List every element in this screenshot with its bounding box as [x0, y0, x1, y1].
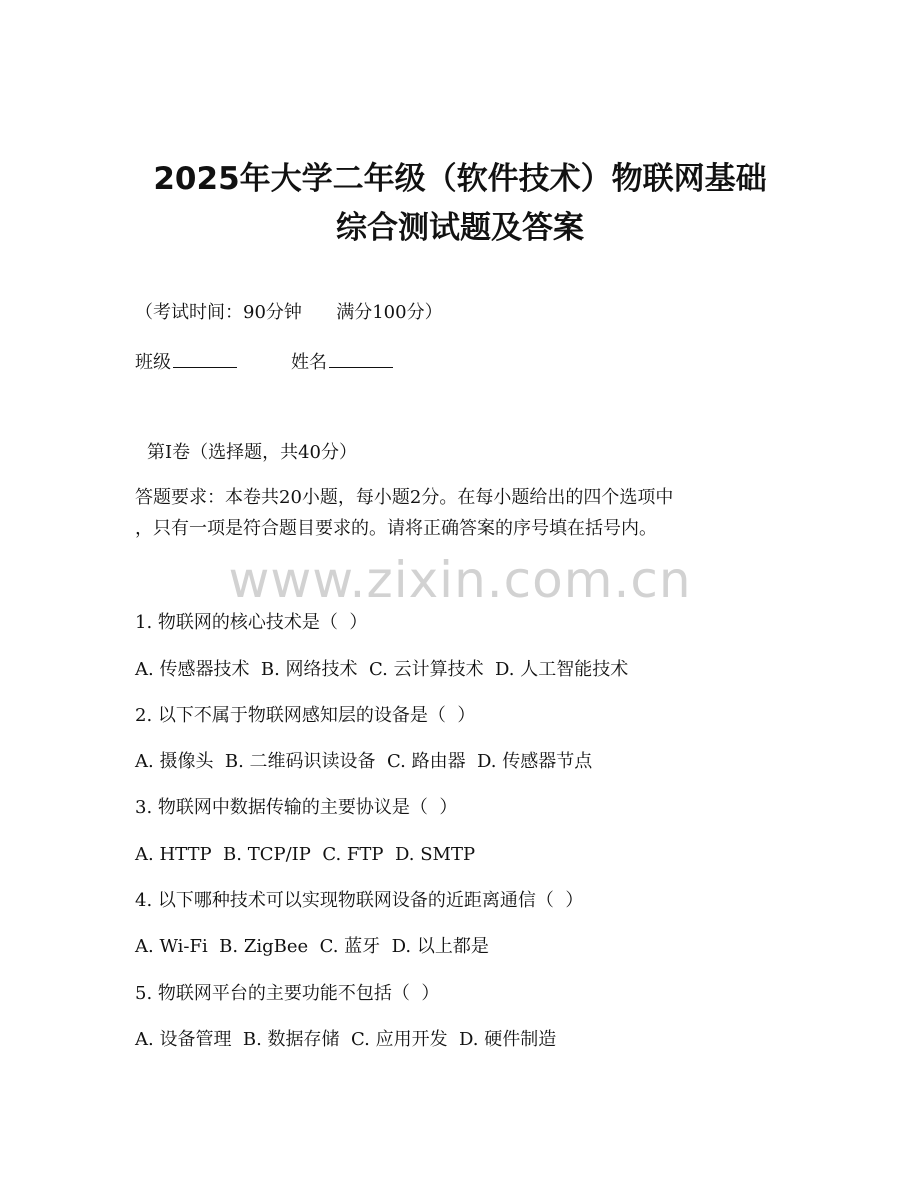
instructions-line-1: 答题要求：本卷共20小题，每小题2分。在每小题给出的四个选项中 — [135, 487, 674, 508]
question-2-options: A. 摄像头 B. 二维码识读设备 C. 路由器 D. 传感器节点 — [135, 751, 593, 772]
document-title-line-1: 2025年大学二年级（软件技术）物联网基础 — [153, 161, 767, 197]
question-4-options: A. Wi-Fi B. ZigBee C. 蓝牙 D. 以上都是 — [135, 936, 489, 957]
question-5-stem: 5. 物联网平台的主要功能不包括（ ） — [135, 983, 440, 1004]
section-title: 第I卷（选择题，共40分） — [147, 442, 358, 463]
question-1-stem: 1. 物联网的核心技术是（ ） — [135, 612, 368, 633]
name-label: 姓名 — [291, 352, 327, 373]
question-3-stem: 3. 物联网中数据传输的主要协议是（ ） — [135, 797, 458, 818]
class-label: 班级 — [135, 352, 171, 373]
question-4-stem: 4. 以下哪种技术可以实现物联网设备的近距离通信（ ） — [135, 890, 584, 911]
instructions-line-2: ，只有一项是符合题目要求的。请将正确答案的序号填在括号内。 — [135, 518, 657, 539]
class-blank — [173, 349, 237, 368]
student-fields — [135, 349, 393, 376]
question-3-options: A. HTTP B. TCP/IP C. FTP D. SMTP — [135, 844, 476, 865]
question-5-options: A. 设备管理 B. 数据存储 C. 应用开发 D. 硬件制造 — [135, 1029, 557, 1050]
watermark: www.zixin.com.cn — [228, 551, 692, 609]
name-blank — [329, 349, 393, 368]
document-title-line-2: 综合测试题及答案 — [336, 210, 584, 246]
question-1-options: A. 传感器技术 B. 网络技术 C. 云计算技术 D. 人工智能技术 — [135, 659, 629, 680]
exam-info: （考试时间：90分钟 满分100分） — [135, 302, 443, 323]
question-2-stem: 2. 以下不属于物联网感知层的设备是（ ） — [135, 705, 476, 726]
